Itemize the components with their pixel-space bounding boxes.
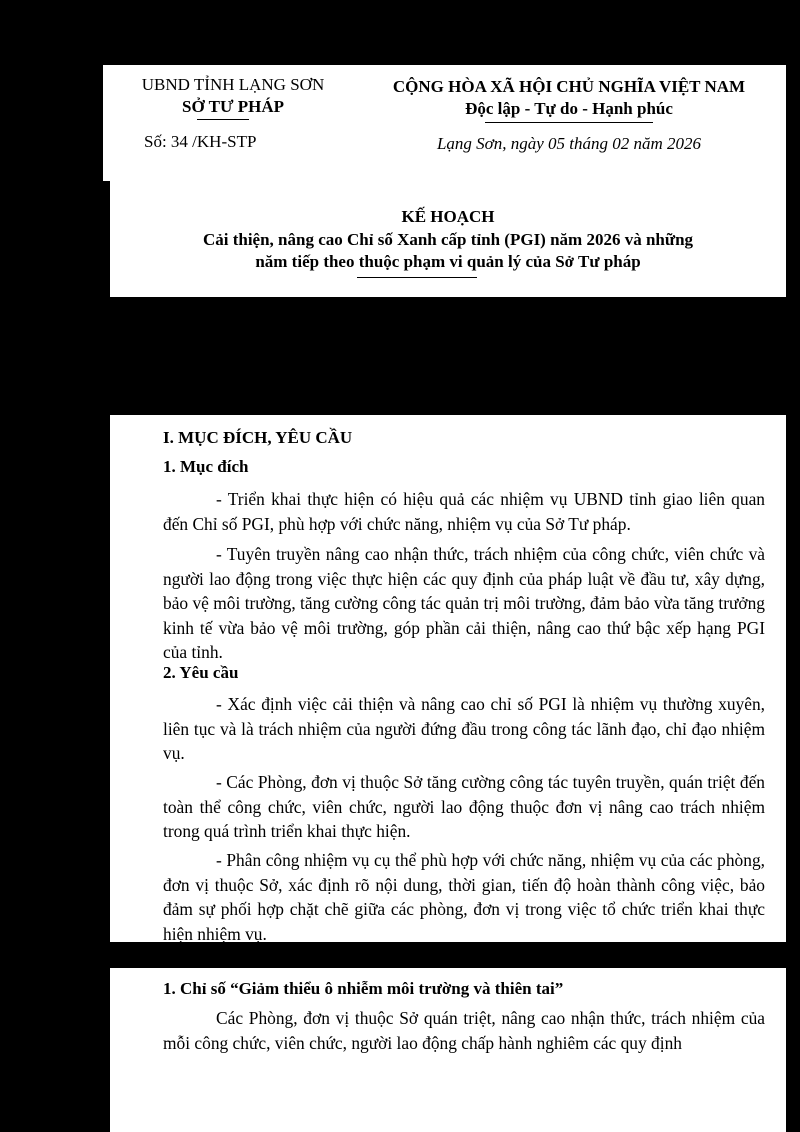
- national-motto: Độc lập - Tự do - Hạnh phúc: [465, 99, 673, 118]
- purpose-paragraph-2: - Tuyên truyền nâng cao nhận thức, trách nhiệm của công chức, viên chức và người lao động trong việc thực hiện các quy định của pháp luật về đầu tư, xây dựng, bảo vệ môi trường, tăng cường công tác quản trị môi trường, đảm bảo vừa tăng trưởng kinh tế vừa bảo vệ môi trường, góp phần cải thiện, nâng cao thứ bậc xếp hạng PGI của tỉnh.: [163, 544, 765, 662]
- subsection-requirements-heading: 2. Yêu cầu: [163, 663, 239, 682]
- document-title-block: [110, 181, 786, 297]
- agency-underline: [197, 119, 249, 120]
- document-subject-line-1: Cải thiện, nâng cao Chỉ số Xanh cấp tỉnh (PGI) năm 2026 và những: [202, 230, 694, 249]
- index-paragraph: Các Phòng, đơn vị thuộc Sở quán triệt, nâng cao nhận thức, trách nhiệm của mỗi công chức, viên chức, người lao động chấp hành nghiêm các quy định: [163, 1008, 765, 1053]
- subsection-purpose-heading: 1. Mục đích: [163, 457, 249, 476]
- document-number: Số: 34 /KH-STP: [144, 132, 257, 151]
- index-heading: 1. Chỉ số “Giảm thiểu ô nhiễm môi trường và thiên tai”: [163, 979, 564, 998]
- agency-parent: UBND TỈNH LẠNG SƠN: [141, 75, 325, 94]
- place-date: Lạng Sơn, ngày 05 tháng 02 năm 2026: [436, 134, 702, 153]
- agency-name: SỞ TƯ PHÁP: [181, 97, 284, 116]
- title-underline: [357, 277, 477, 278]
- requirement-paragraph-2: - Các Phòng, đơn vị thuộc Sở tăng cường công tác tuyên truyền, quán triệt đến toàn thể công chức, viên chức, người lao động thuộc đơn vị nâng cao trách nhiệm trong quá trình triển khai thực hiện.: [163, 772, 765, 841]
- document-subject-line-2: năm tiếp theo thuộc phạm vi quản lý của Sở Tư pháp: [255, 252, 641, 271]
- section-heading: I. MỤC ĐÍCH, YÊU CẦU: [163, 428, 353, 447]
- section-pollution-index: [110, 968, 786, 1132]
- document-header: [103, 65, 786, 181]
- section-purpose-requirements: [110, 415, 786, 942]
- requirement-paragraph-1: - Xác định việc cải thiện và nâng cao chỉ số PGI là nhiệm vụ thường xuyên, liên tục và là trách nhiệm của người đứng đầu trong công tác lãnh đạo, chỉ đạo nhiệm vụ.: [163, 694, 765, 763]
- nation-name: CỘNG HÒA XÃ HỘI CHỦ NGHĨA VIỆT NAM: [392, 77, 746, 96]
- motto-underline: [485, 122, 653, 123]
- requirement-paragraph-3: - Phân công nhiệm vụ cụ thể phù hợp với chức năng, nhiệm vụ của các phòng, đơn vị thuộc Sở, xác định rõ nội dung, thời gian, tiến độ hoàn thành công việc, bảo đảm sự phối hợp chặt chẽ giữa các phòng, đơn vị trong việc tổ chức triển khai thực hiện nhiệm vụ.: [163, 850, 765, 944]
- document-type: KẾ HOẠCH: [401, 207, 495, 226]
- purpose-paragraph-1: - Triển khai thực hiện có hiệu quả các nhiệm vụ UBND tỉnh giao liên quan đến Chỉ số PGI, phù hợp với chức năng, nhiệm vụ của Sở Tư pháp.: [163, 489, 765, 534]
